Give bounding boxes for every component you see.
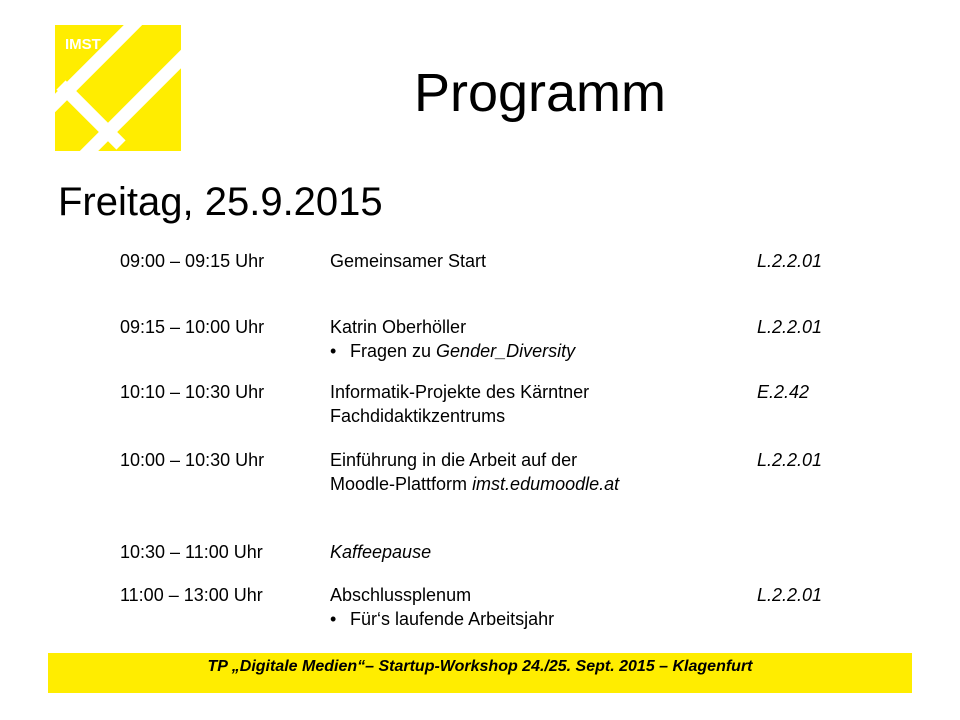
session-description: [330, 540, 431, 564]
session-description: [330, 249, 486, 273]
bullet-text: Fragen zu: [350, 341, 437, 361]
svg-text:IMST: IMST: [65, 36, 101, 53]
session-title: Kaffeepause: [330, 542, 432, 562]
time-slot: 09:15 – 10:00 Uhr: [120, 317, 265, 337]
session-title: Gemeinsamer Start: [330, 251, 487, 271]
session-description: [330, 448, 619, 496]
date-heading: Freitag, 25.9.2015: [58, 180, 383, 224]
session-description: [330, 380, 589, 428]
time-slot: 10:30 – 11:00 Uhr: [120, 542, 263, 562]
bullet-emphasis: Gender_Diversity: [436, 341, 576, 361]
session-title-continued: Fachdidaktikzentrums: [330, 406, 506, 426]
time-slot: 09:00 – 09:15 Uhr: [120, 251, 265, 271]
session-title-continued: [330, 472, 619, 496]
room-code: L.2.2.01: [757, 317, 823, 337]
room-code: L.2.2.01: [757, 450, 823, 470]
platform-url: imst.edumoodle.at: [472, 474, 620, 494]
session-title: Informatik-Projekte des Kärntner: [330, 382, 590, 402]
room-code: L.2.2.01: [757, 251, 823, 271]
time-slot: 10:00 – 10:30 Uhr: [120, 450, 265, 470]
session-bullet: • Für‘s laufende Arbeitsjahr: [330, 607, 554, 631]
session-title: Einführung in die Arbeit auf der: [330, 450, 578, 470]
footer-banner: TP „Digitale Medien“– Startup-Workshop 24./25. Sept. 2015 – Klagenfurt: [48, 653, 912, 693]
session-title: Abschlussplenum: [330, 585, 472, 605]
time-slot: 11:00 – 13:00 Uhr: [120, 585, 263, 605]
platform-text: Moodle-Plattform: [330, 474, 473, 494]
time-slot: 10:10 – 10:30 Uhr: [120, 382, 265, 402]
session-bullet: [330, 339, 575, 363]
session-title: Katrin Oberhöller: [330, 317, 467, 337]
room-code: L.2.2.01: [757, 585, 823, 605]
session-description: [330, 583, 554, 631]
room-code: E.2.42: [757, 382, 810, 402]
session-description: [330, 315, 575, 363]
page-title: Programm: [413, 63, 667, 123]
